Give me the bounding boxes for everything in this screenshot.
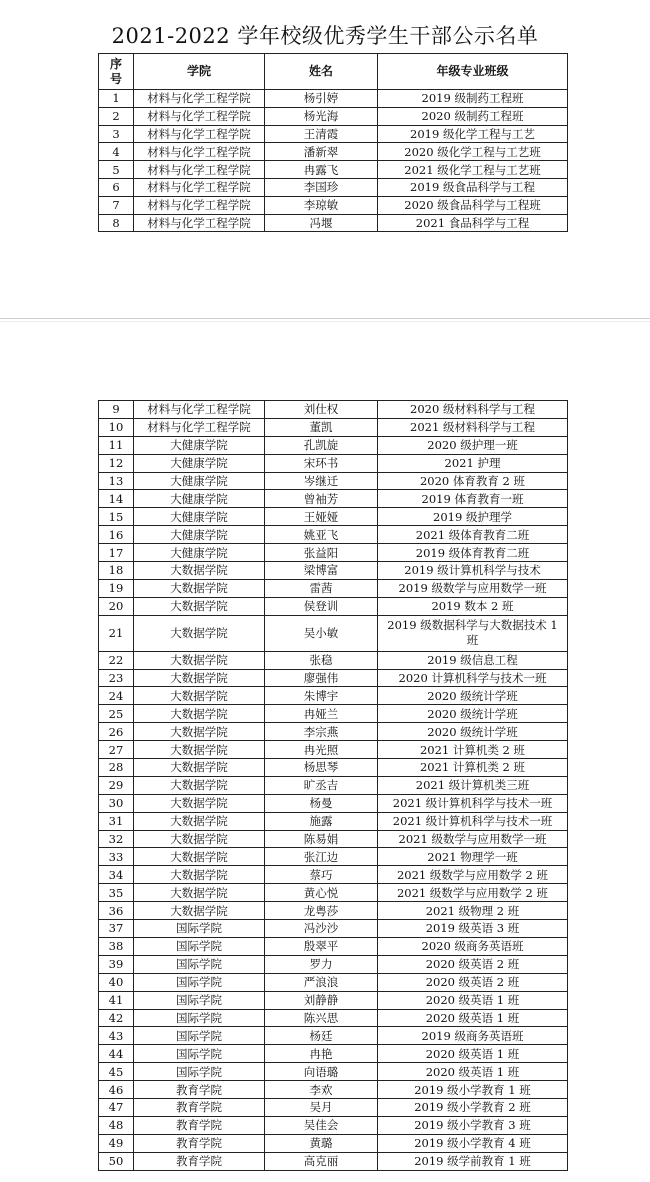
row-class: 2020 级英语 1 班	[378, 1045, 568, 1063]
row-class: 2020 级统计学班	[378, 687, 568, 705]
row-name: 刘静静	[265, 991, 378, 1009]
table-row	[99, 1027, 568, 1045]
table-row	[99, 1116, 568, 1134]
row-college: 国际学院	[134, 1063, 265, 1081]
row-name: 李欢	[265, 1081, 378, 1099]
row-college: 教育学院	[134, 1152, 265, 1170]
row-college: 教育学院	[134, 1116, 265, 1134]
row-name: 冯堰	[265, 214, 378, 232]
row-class: 2019 数本 2 班	[378, 597, 568, 615]
row-name: 杨思琴	[265, 759, 378, 777]
cadre-table-page2	[98, 400, 568, 1171]
header-no-text: 序号	[109, 56, 122, 86]
row-name: 陈兴思	[265, 1009, 378, 1027]
row-no: 36	[99, 902, 134, 920]
row-no: 49	[99, 1134, 134, 1152]
table-row	[99, 669, 568, 687]
page-title: 2021-2022 学年校级优秀学生干部公示名单	[111, 24, 539, 48]
row-name: 冯沙沙	[265, 920, 378, 938]
row-no: 35	[99, 884, 134, 902]
table-row	[99, 651, 568, 669]
table-row	[99, 866, 568, 884]
table-row	[99, 920, 568, 938]
table-row	[99, 973, 568, 991]
row-no: 16	[99, 526, 134, 544]
row-class: 2019 级小学教育 2 班	[378, 1098, 568, 1116]
row-name: 向语璐	[265, 1063, 378, 1081]
row-college: 大数据学院	[134, 866, 265, 884]
row-no: 18	[99, 562, 134, 580]
header-class: 年级专业班级	[378, 54, 568, 90]
row-college: 国际学院	[134, 973, 265, 991]
table-row	[99, 955, 568, 973]
table-row	[99, 741, 568, 759]
table-row	[99, 562, 568, 580]
table-row	[99, 1134, 568, 1152]
table-row	[99, 454, 568, 472]
row-class: 2019 级小学教育 1 班	[378, 1081, 568, 1099]
row-name: 冉艳	[265, 1045, 378, 1063]
row-college: 大数据学院	[134, 794, 265, 812]
row-college: 大健康学院	[134, 436, 265, 454]
row-no: 4	[99, 143, 134, 161]
row-no: 17	[99, 544, 134, 562]
row-class: 2020 级统计学班	[378, 705, 568, 723]
row-class: 2020 级英语 2 班	[378, 955, 568, 973]
row-name: 吴佳会	[265, 1116, 378, 1134]
row-class: 2020 级英语 1 班	[378, 1009, 568, 1027]
row-college: 大数据学院	[134, 705, 265, 723]
row-no: 47	[99, 1098, 134, 1116]
row-no: 44	[99, 1045, 134, 1063]
table-row	[99, 1098, 568, 1116]
row-college: 大数据学院	[134, 776, 265, 794]
row-class: 2021 级化学工程与工艺班	[378, 161, 568, 179]
row-name: 朱博宇	[265, 687, 378, 705]
row-college: 大数据学院	[134, 741, 265, 759]
table-row	[99, 794, 568, 812]
table-row	[99, 884, 568, 902]
row-name: 杨引婷	[265, 90, 378, 108]
row-college: 材料与化学工程学院	[134, 143, 265, 161]
row-no: 11	[99, 436, 134, 454]
table-row	[99, 776, 568, 794]
row-no: 19	[99, 579, 134, 597]
table-row	[99, 1081, 568, 1099]
row-class: 2019 级数学与应用数学一班	[378, 579, 568, 597]
row-class: 2019 级制药工程班	[378, 90, 568, 108]
row-no: 38	[99, 937, 134, 955]
row-college: 国际学院	[134, 991, 265, 1009]
table-row	[99, 597, 568, 615]
row-no: 31	[99, 812, 134, 830]
header-college: 学院	[134, 54, 265, 90]
table-row	[99, 161, 568, 179]
table-row	[99, 1045, 568, 1063]
row-no: 50	[99, 1152, 134, 1170]
row-name: 孔凯旋	[265, 436, 378, 454]
table-row	[99, 830, 568, 848]
row-class: 2019 级食品科学与工程	[378, 178, 568, 196]
row-college: 教育学院	[134, 1134, 265, 1152]
row-college: 材料与化学工程学院	[134, 214, 265, 232]
table-row	[99, 418, 568, 436]
row-college: 材料与化学工程学院	[134, 178, 265, 196]
table-row	[99, 1063, 568, 1081]
row-college: 国际学院	[134, 1009, 265, 1027]
row-college: 材料与化学工程学院	[134, 418, 265, 436]
row-name: 张稳	[265, 651, 378, 669]
row-no: 40	[99, 973, 134, 991]
row-college: 大健康学院	[134, 544, 265, 562]
page-divider	[0, 318, 650, 319]
table-row	[99, 723, 568, 741]
row-class: 2021 级材料科学与工程	[378, 418, 568, 436]
row-no: 14	[99, 490, 134, 508]
row-college: 国际学院	[134, 920, 265, 938]
table-row	[99, 1152, 568, 1170]
row-class: 2019 级计算机科学与技术	[378, 562, 568, 580]
row-name: 高克丽	[265, 1152, 378, 1170]
row-no: 24	[99, 687, 134, 705]
table-row	[99, 812, 568, 830]
row-name: 李国珍	[265, 178, 378, 196]
row-college: 材料与化学工程学院	[134, 401, 265, 419]
row-no: 12	[99, 454, 134, 472]
row-college: 大健康学院	[134, 508, 265, 526]
row-college: 大数据学院	[134, 812, 265, 830]
row-class: 2020 级英语 1 班	[378, 991, 568, 1009]
row-name: 龙粤莎	[265, 902, 378, 920]
row-college: 材料与化学工程学院	[134, 90, 265, 108]
table-row	[99, 90, 568, 108]
table-row	[99, 848, 568, 866]
row-no: 25	[99, 705, 134, 723]
row-name: 罗力	[265, 955, 378, 973]
row-college: 大数据学院	[134, 687, 265, 705]
table-row	[99, 615, 568, 651]
row-name: 宋环书	[265, 454, 378, 472]
row-name: 姚亚飞	[265, 526, 378, 544]
row-college: 材料与化学工程学院	[134, 107, 265, 125]
table-row	[99, 705, 568, 723]
table-row	[99, 1009, 568, 1027]
row-college: 大数据学院	[134, 884, 265, 902]
table-row	[99, 579, 568, 597]
row-no: 9	[99, 401, 134, 419]
row-name: 张益阳	[265, 544, 378, 562]
page-divider-shadow	[0, 321, 650, 322]
row-college: 材料与化学工程学院	[134, 161, 265, 179]
row-name: 曾袖芳	[265, 490, 378, 508]
row-name: 张江边	[265, 848, 378, 866]
row-name: 冉露飞	[265, 161, 378, 179]
row-college: 国际学院	[134, 1045, 265, 1063]
row-class: 2019 级数据科学与大数据技术 1 班	[378, 615, 568, 651]
table-row	[99, 214, 568, 232]
row-no: 42	[99, 1009, 134, 1027]
row-name: 黄璐	[265, 1134, 378, 1152]
row-college: 大数据学院	[134, 830, 265, 848]
row-no: 15	[99, 508, 134, 526]
row-name: 吴月	[265, 1098, 378, 1116]
row-college: 大数据学院	[134, 597, 265, 615]
header-no	[99, 54, 134, 90]
table-row	[99, 143, 568, 161]
row-college: 大数据学院	[134, 579, 265, 597]
row-no: 3	[99, 125, 134, 143]
row-class: 2020 级英语 2 班	[378, 973, 568, 991]
table-row	[99, 401, 568, 419]
row-name: 侯登训	[265, 597, 378, 615]
row-name: 刘仕权	[265, 401, 378, 419]
row-name: 潘新翠	[265, 143, 378, 161]
row-class: 2021 级计算机科学与技术一班	[378, 812, 568, 830]
row-no: 7	[99, 196, 134, 214]
row-name: 殷翠平	[265, 937, 378, 955]
row-name: 杨曼	[265, 794, 378, 812]
row-college: 大健康学院	[134, 454, 265, 472]
table-header-row	[99, 54, 568, 90]
table-row	[99, 544, 568, 562]
row-no: 29	[99, 776, 134, 794]
row-name: 黄心悦	[265, 884, 378, 902]
table-row	[99, 687, 568, 705]
row-class: 2019 级护理学	[378, 508, 568, 526]
row-college: 国际学院	[134, 955, 265, 973]
row-class: 2020 级商务英语班	[378, 937, 568, 955]
row-class: 2021 级数学与应用数学 2 班	[378, 884, 568, 902]
table-row	[99, 107, 568, 125]
row-name: 雷茜	[265, 579, 378, 597]
row-class: 2019 级英语 3 班	[378, 920, 568, 938]
row-name: 陈易娟	[265, 830, 378, 848]
row-class: 2021 护理	[378, 454, 568, 472]
row-no: 10	[99, 418, 134, 436]
table-row	[99, 125, 568, 143]
table-row	[99, 508, 568, 526]
row-no: 20	[99, 597, 134, 615]
row-class: 2020 级化学工程与工艺班	[378, 143, 568, 161]
row-name: 廖强伟	[265, 669, 378, 687]
row-class: 2021 级数学与应用数学 2 班	[378, 866, 568, 884]
row-class: 2020 级食品科学与工程班	[378, 196, 568, 214]
row-college: 国际学院	[134, 937, 265, 955]
row-no: 26	[99, 723, 134, 741]
row-college: 大数据学院	[134, 902, 265, 920]
row-name: 冉光照	[265, 741, 378, 759]
row-college: 大数据学院	[134, 615, 265, 651]
row-class: 2019 级商务英语班	[378, 1027, 568, 1045]
row-no: 21	[99, 615, 134, 651]
row-class: 2020 计算机科学与技术一班	[378, 669, 568, 687]
row-name: 李宗燕	[265, 723, 378, 741]
row-class: 2019 级学前教育 1 班	[378, 1152, 568, 1170]
row-no: 43	[99, 1027, 134, 1045]
row-class: 2020 体育教育 2 班	[378, 472, 568, 490]
row-no: 37	[99, 920, 134, 938]
row-college: 教育学院	[134, 1098, 265, 1116]
row-name: 蔡巧	[265, 866, 378, 884]
row-name: 冉娅兰	[265, 705, 378, 723]
row-college: 大健康学院	[134, 490, 265, 508]
row-class: 2019 级小学教育 3 班	[378, 1116, 568, 1134]
row-class: 2019 级体育教育二班	[378, 544, 568, 562]
row-name: 王娅娅	[265, 508, 378, 526]
row-college: 材料与化学工程学院	[134, 196, 265, 214]
row-no: 48	[99, 1116, 134, 1134]
row-class: 2019 级信息工程	[378, 651, 568, 669]
row-no: 27	[99, 741, 134, 759]
row-no: 2	[99, 107, 134, 125]
row-class: 2019 级小学教育 4 班	[378, 1134, 568, 1152]
row-class: 2021 食品科学与工程	[378, 214, 568, 232]
row-class: 2021 级计算机科学与技术一班	[378, 794, 568, 812]
row-no: 5	[99, 161, 134, 179]
row-no: 30	[99, 794, 134, 812]
row-no: 46	[99, 1081, 134, 1099]
row-no: 32	[99, 830, 134, 848]
row-name: 董凯	[265, 418, 378, 436]
row-name: 施露	[265, 812, 378, 830]
row-class: 2019 体育教育一班	[378, 490, 568, 508]
row-no: 41	[99, 991, 134, 1009]
row-no: 8	[99, 214, 134, 232]
row-no: 28	[99, 759, 134, 777]
row-class: 2021 物理学一班	[378, 848, 568, 866]
row-no: 23	[99, 669, 134, 687]
row-class: 2021 级体育教育二班	[378, 526, 568, 544]
row-name: 旷丞吉	[265, 776, 378, 794]
row-college: 大数据学院	[134, 562, 265, 580]
row-college: 国际学院	[134, 1027, 265, 1045]
row-name: 杨廷	[265, 1027, 378, 1045]
row-no: 1	[99, 90, 134, 108]
row-name: 岑继迁	[265, 472, 378, 490]
row-class: 2021 计算机类 2 班	[378, 741, 568, 759]
table-row	[99, 196, 568, 214]
row-college: 大数据学院	[134, 759, 265, 777]
row-no: 45	[99, 1063, 134, 1081]
row-college: 大数据学院	[134, 848, 265, 866]
row-name: 严浪浪	[265, 973, 378, 991]
row-college: 大健康学院	[134, 472, 265, 490]
table-row	[99, 490, 568, 508]
row-name: 梁博富	[265, 562, 378, 580]
row-name: 吴小敏	[265, 615, 378, 651]
row-class: 2021 级数学与应用数学一班	[378, 830, 568, 848]
row-no: 22	[99, 651, 134, 669]
row-college: 教育学院	[134, 1081, 265, 1099]
row-name: 王清霞	[265, 125, 378, 143]
row-class: 2021 级计算机类三班	[378, 776, 568, 794]
table-row	[99, 178, 568, 196]
header-name: 姓名	[265, 54, 378, 90]
table-row	[99, 991, 568, 1009]
row-class: 2020 级材料科学与工程	[378, 401, 568, 419]
row-college: 大数据学院	[134, 723, 265, 741]
table-row	[99, 759, 568, 777]
row-class: 2020 级英语 1 班	[378, 1063, 568, 1081]
row-no: 34	[99, 866, 134, 884]
row-no: 39	[99, 955, 134, 973]
row-college: 材料与化学工程学院	[134, 125, 265, 143]
row-no: 33	[99, 848, 134, 866]
table-row	[99, 472, 568, 490]
table-row	[99, 937, 568, 955]
row-college: 大数据学院	[134, 651, 265, 669]
row-no: 13	[99, 472, 134, 490]
row-name: 李琼敏	[265, 196, 378, 214]
row-class: 2020 级统计学班	[378, 723, 568, 741]
row-class: 2021 计算机类 2 班	[378, 759, 568, 777]
cadre-table-page1	[98, 53, 568, 232]
table-row	[99, 526, 568, 544]
row-class: 2021 级物理 2 班	[378, 902, 568, 920]
table-row	[99, 436, 568, 454]
row-name: 杨光海	[265, 107, 378, 125]
row-college: 大健康学院	[134, 526, 265, 544]
row-college: 大数据学院	[134, 669, 265, 687]
table-row	[99, 902, 568, 920]
row-class: 2020 级制药工程班	[378, 107, 568, 125]
row-class: 2020 级护理一班	[378, 436, 568, 454]
row-class: 2019 级化学工程与工艺	[378, 125, 568, 143]
row-no: 6	[99, 178, 134, 196]
